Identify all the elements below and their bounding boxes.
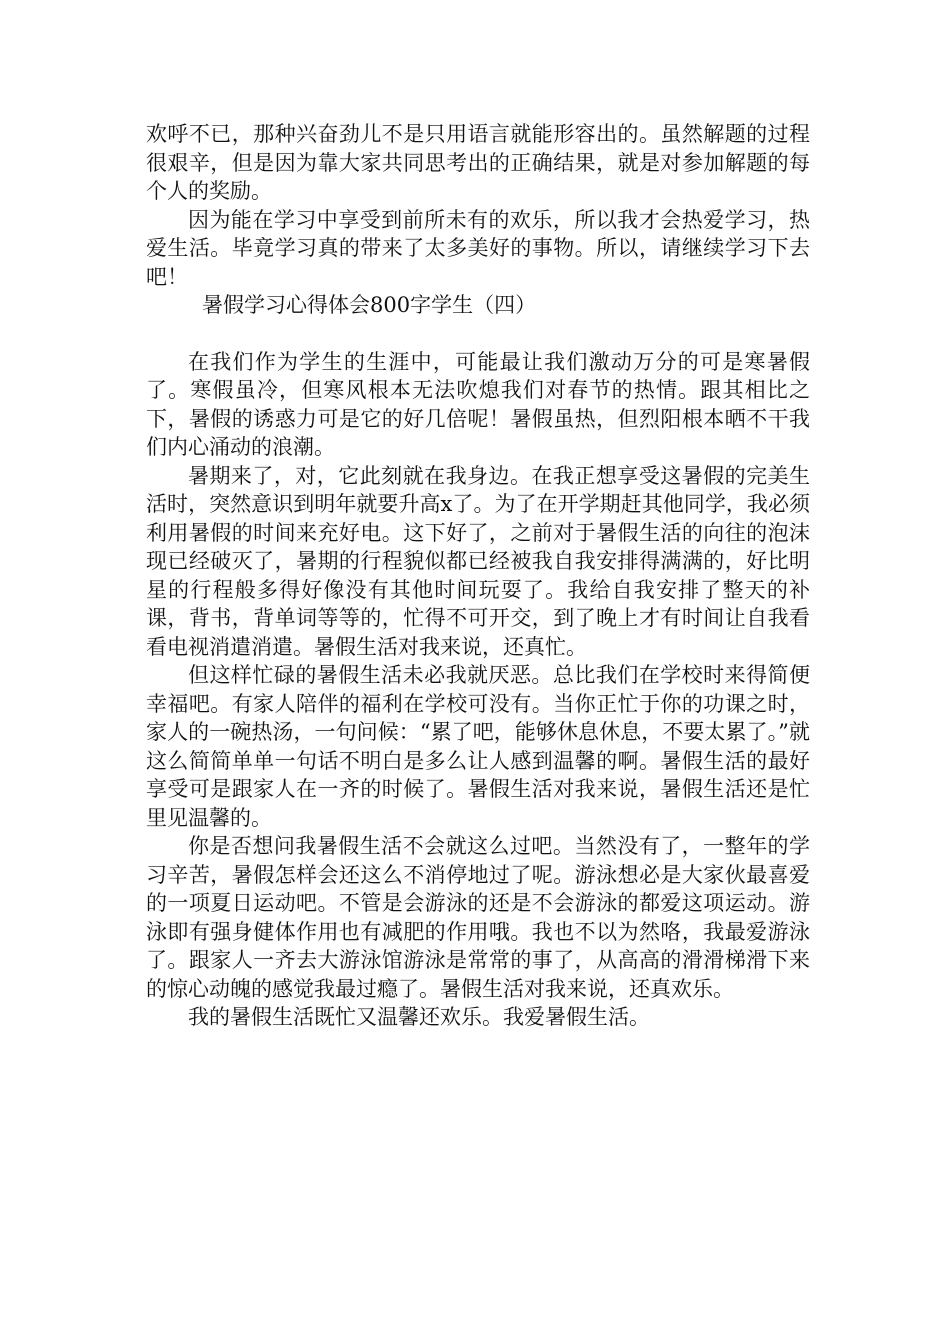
document-page (146, 120, 810, 1032)
paragraph-intro-1: 欢呼不已，那种兴奋劲儿不是只用语言就能形容出的。虽然解题的过程很艰辛，但是因为靠大家共同思考出的正确结果，就是对参加解题的每个人的奖励。 (146, 122, 810, 203)
paragraph-body-4: 你是否想问我暑假生活不会就这么过吧。当然没有了，一整年的学习辛苦，暑假怎样会还这么不消停地过了呢。游泳想必是大家伙最喜爱的一项夏日运动吧。不管是会游泳的还是不会游泳的都爱这项运动。游泳即有强身健体作用也有减肥的作用哦。我也不以为然咯，我最爱游泳了。跟家人一齐去大游泳馆游泳是常常的事了，从高高的滑滑梯滑下来的惊心动魄的感觉我最过瘾了。暑假生活对我来说，还真欢乐。 (146, 834, 810, 1001)
paragraph-body-3: 但这样忙碌的暑假生活未必我就厌恶。总比我们在学校时来得简便幸福吧。有家人陪伴的福利在学校可没有。当你正忙于你的功课之时，家人的一碗热汤，一句问候：“累了吧，能够休息休息，不要太累了。”就这么简简单单一句话不明白是多么让人感到温馨的啊。暑假生活的最好享受可是跟家人在一齐的时候了。暑假生活对我来说，暑假生活还是忙里见温馨的。 (146, 663, 810, 830)
paragraph-body-2: 暑期来了，对，它此刻就在我身边。在我正想享受这暑假的完美生活时，突然意识到明年就要升高x了。为了在开学期赶其他同学，我必须利用暑假的时间来充好电。这下好了，之前对于暑假生活的向往的泡沫现已经破灭了，暑期的行程貌似都已经被我自我安排得满满的，好比明星的行程般多得好像没有其他时间玩耍了。我给自我安排了整天的补课，背书，背单词等等的，忙得不可开交，到了晚上才有时间让自我看看电视消遣消遣。暑假生活对我来说，还真忙。 (146, 463, 810, 659)
paragraph-body-1: 在我们作为学生的生涯中，可能最让我们激动万分的可是寒暑假了。寒假虽冷，但寒风根本无法吹熄我们对春节的热情。跟其相比之下，暑假的诱惑力可是它的好几倍呢！暑假虽热，但烈阳根本晒不干我们内心涌动的浪潮。 (146, 349, 810, 459)
paragraph-body-5: 我的暑假生活既忙又温馨还欢乐。我爱暑假生活。 (188, 1005, 650, 1029)
blank-line (146, 320, 810, 348)
section-heading: 暑假学习心得体会800字学生（四） (202, 293, 537, 317)
paragraph-intro-2: 因为能在学习中享受到前所未有的欢乐，所以我才会热爱学习，热爱生活。毕竟学习真的带来了太多美好的事物。所以，请继续学习下去吧！ (146, 207, 810, 289)
